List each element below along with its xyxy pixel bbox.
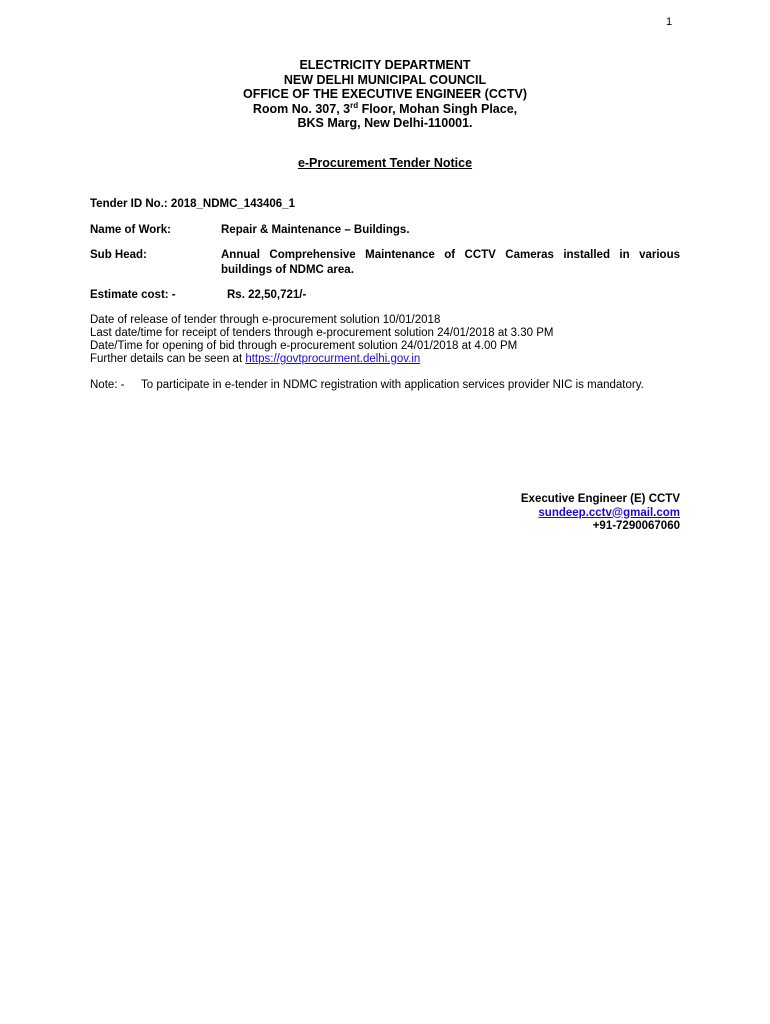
signatory-title: Executive Engineer (E) CCTV <box>520 493 680 505</box>
signatory-phone: +91-7290067060 <box>592 520 680 532</box>
address-room-prefix: Room No. 307, 3 <box>252 101 351 116</box>
opening-date-line: Date/Time for opening of bid through e-procurement solution 24/01/2018 at 4.00 PM <box>90 340 518 352</box>
address-floor-ordinal: rd <box>350 100 359 110</box>
name-of-work-label: Name of Work: <box>90 224 171 236</box>
release-date-line: Date of release of tender through e-procurement solution 10/01/2018 <box>90 314 441 326</box>
estimate-cost-label: Estimate cost: - <box>90 289 176 301</box>
sub-head-label: Sub Head: <box>90 249 147 261</box>
tender-id <box>90 197 680 212</box>
procurement-portal-link[interactable]: https://govtprocurment.delhi.gov.in <box>245 353 421 365</box>
header-address-street: BKS Marg, New Delhi-110001. <box>297 116 473 130</box>
header-address-room <box>90 102 680 117</box>
header-department: ELECTRICITY DEPARTMENT <box>299 58 471 72</box>
tender-dates <box>90 314 680 366</box>
signature-block <box>380 493 680 534</box>
note-label: Note: - <box>90 379 125 391</box>
last-date-line: Last date/time for receipt of tenders through e-procurement solution 24/01/2018 at 3.30 PM <box>90 327 554 339</box>
header-office: OFFICE OF THE EXECUTIVE ENGINEER (CCTV) <box>242 87 528 101</box>
name-of-work-value: Repair & Maintenance – Buildings. <box>221 224 410 236</box>
further-details-line <box>90 353 680 366</box>
notice-title: e-Procurement Tender Notice <box>297 156 473 170</box>
sub-head-value: Annual Comprehensive Maintenance of CCTV Cameras installed in various buildings of NDMC area. <box>221 249 680 276</box>
document-header <box>90 58 680 131</box>
sub-head-row <box>90 248 680 280</box>
address-room-suffix: Floor, Mohan Singh Place, <box>358 101 518 116</box>
page-number: 1 <box>666 16 673 28</box>
header-council: NEW DELHI MUNICIPAL COUNCIL <box>283 72 487 87</box>
tender-id-text: Tender ID No.: 2018_NDMC_143406_1 <box>90 198 295 210</box>
signatory-email-link[interactable]: sundeep.cctv@gmail.com <box>538 506 680 519</box>
further-details-text: Further details can be seen at <box>90 353 246 365</box>
estimate-cost-value: Rs. 22,50,721/- <box>227 289 307 301</box>
note-text: To participate in e-tender in NDMC registration with application services provider NIC is mandatory. <box>141 379 644 391</box>
